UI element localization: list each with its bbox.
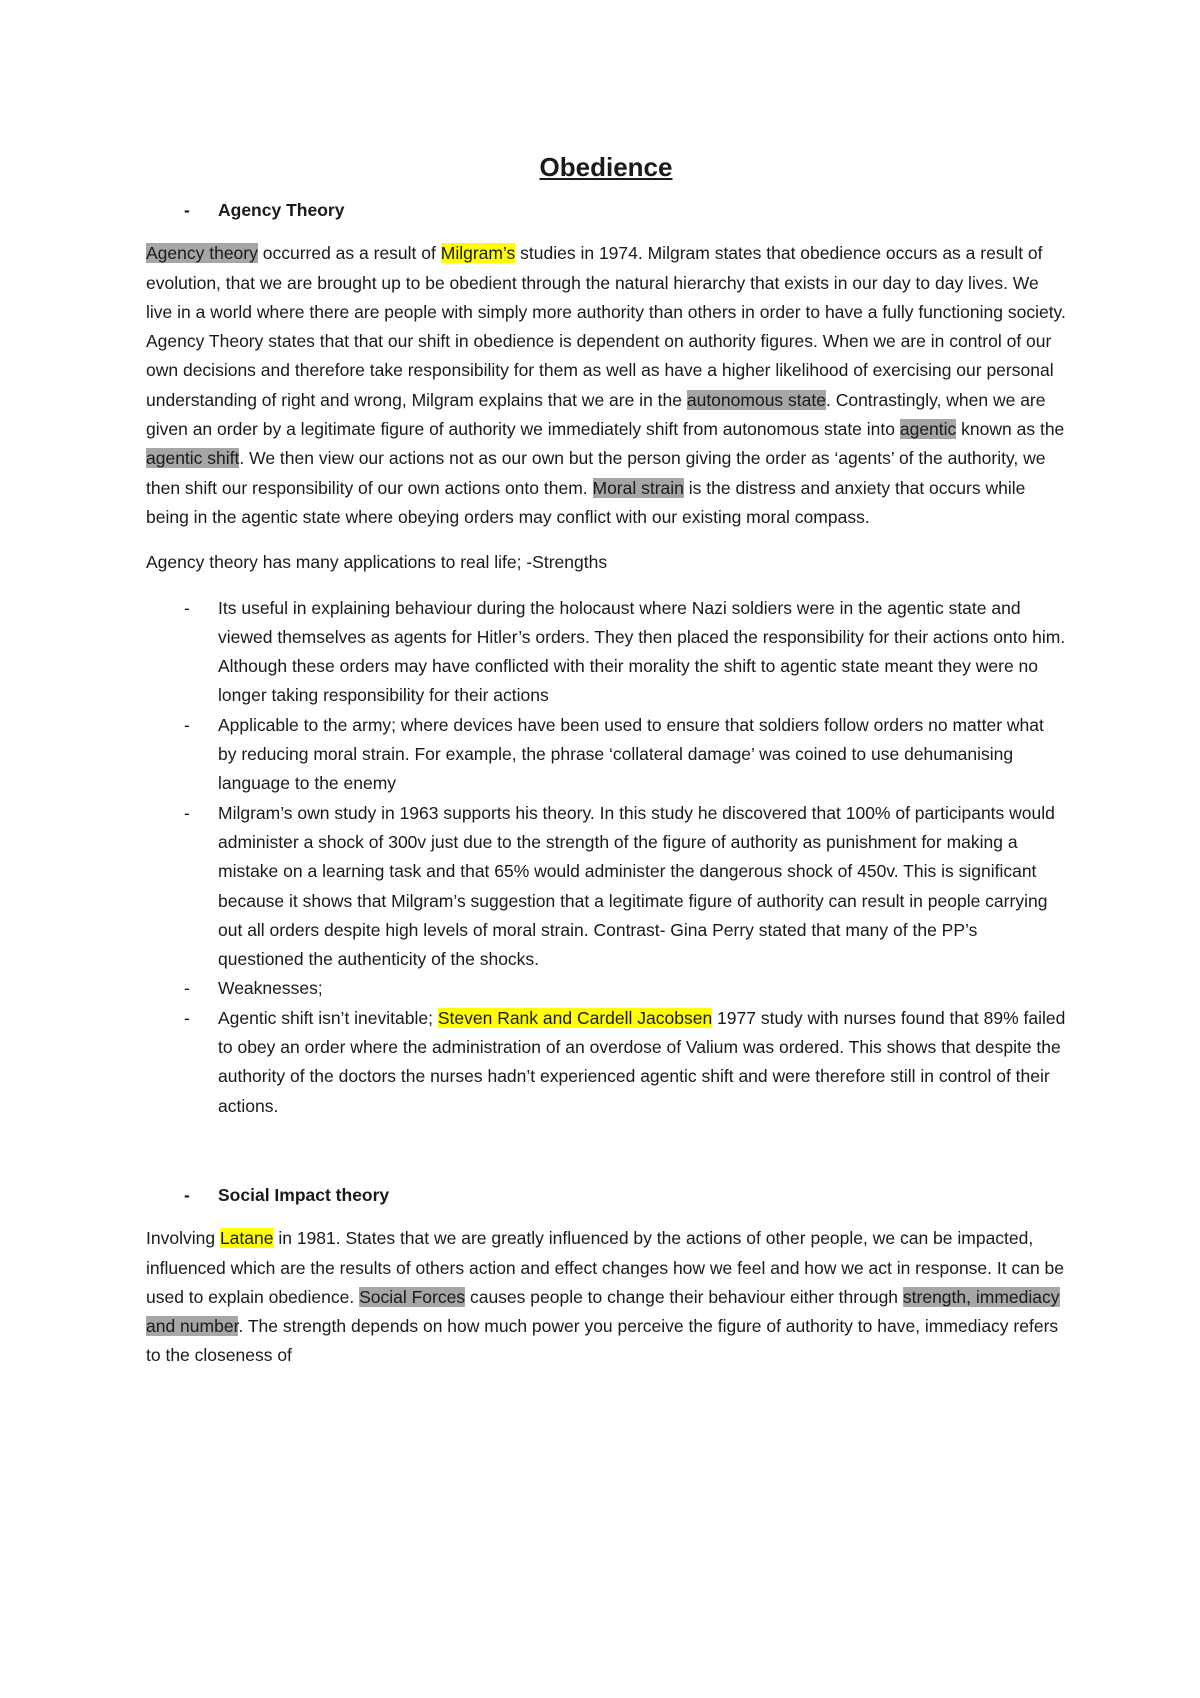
list-item-text: Weaknesses;: [218, 978, 323, 999]
text-run: . The strength depends on how much power you perceive the figure of authority to have, immediacy refers to the closeness of: [146, 1316, 1059, 1366]
highlight-agency-theory: Agency theory: [146, 243, 258, 264]
strengths-list: [146, 594, 1066, 1121]
text-run: causes people to change their behaviour either through: [465, 1286, 903, 1307]
highlight-social-forces: Social Forces: [359, 1286, 466, 1307]
list-item-text: Applicable to the army; where devices have been used to ensure that soldiers follow orders no matter what by reducing moral strain. For example, the phrase ‘collateral damage’ was coined to use dehumanising language to the enemy: [218, 714, 1044, 794]
heading-text: Social Impact theory: [218, 1184, 390, 1205]
text-run: is the distress and anxiety that occurs while being in the agentic state where obeying orders may conflict with our existing moral compass.: [146, 477, 1026, 527]
document-body: [146, 150, 1066, 1387]
bullet-dash: -: [184, 200, 190, 220]
highlight-moral-strain: Moral strain: [592, 477, 684, 498]
text-run: in 1981. States that we are greatly influenced by the actions of other people, we can be impacted, influenced which are the results of others action and effect changes how we feel and how we act in response. It can be used to explain obedience.: [146, 1228, 1065, 1307]
social-impact-paragraph: [146, 1224, 1066, 1370]
agency-theory-paragraph: [146, 239, 1066, 532]
highlight-autonomous-state: autonomous state: [686, 389, 826, 410]
list-item-text: [218, 1004, 1066, 1121]
list-item: [146, 594, 1066, 711]
highlight-agentic: agentic: [899, 419, 957, 440]
heading-text: Agency Theory: [218, 200, 345, 220]
highlight-rank-jacobsen: Steven Rank and Cardell Jacobsen: [437, 1007, 713, 1028]
bullet-dash: -: [184, 802, 190, 823]
text-run: occurred as a result of: [257, 243, 441, 264]
text-run: 1977 study with nurses found that 89% failed to obey an order where the administration of an overdose of Valium was ordered. This shows that despite the authority of the doctors the nurses hadn’t experienced agentic shift and were therefore still in control of their actions.: [218, 1007, 1066, 1116]
list-item: [146, 1004, 1066, 1121]
text-run: Agentic shift isn’t inevitable;: [218, 1007, 438, 1028]
bullet-dash: -: [184, 597, 190, 618]
text-run: Involving: [146, 1228, 220, 1249]
list-item: [146, 974, 1066, 1003]
highlight-milgram: Milgram’s: [440, 243, 516, 264]
bullet-dash: -: [184, 714, 190, 735]
highlight-latane: Latane: [219, 1228, 274, 1249]
list-item: [146, 799, 1066, 975]
section-heading-agency-theory: [146, 196, 1066, 225]
list-item: [146, 711, 1066, 799]
section-spacer: [146, 1121, 1066, 1181]
highlight-agentic-shift: agentic shift: [146, 448, 240, 469]
bullet-dash: -: [184, 1007, 190, 1028]
bullet-dash: -: [184, 1184, 190, 1205]
bullet-dash: -: [184, 978, 190, 999]
page-title: Obedience: [539, 152, 673, 182]
section-heading-social-impact: [146, 1181, 1066, 1210]
list-item-text: Its useful in explaining behaviour during the holocaust where Nazi soldiers were in the agentic state and viewed themselves as agents for Hitler’s orders. They then placed the responsibility for their actions onto him. Although these orders may have conflicted with their morality the shift to agentic state meant they were no longer taking responsibility for their actions: [218, 597, 1066, 706]
text-run: studies in 1974. Milgram states that obedience occurs as a result of evolution, that we are brought up to be obedient through the natural hierarchy that exists in our day to day lives. We live in a world where there are people with simply more authority than others in order to have a fully functioning society. Agency Theory states that that our shift in obedience is dependent on authority figures. When we are in control of our own decisions and therefore take responsibility for them as well as have a higher likelihood of exercising our personal understanding of right and wrong, Milgram explains that we are in the: [146, 243, 1066, 410]
list-item-text: Milgram’s own study in 1963 supports his theory. In this study he discovered that 100% of participants would administer a shock of 300v just due to the strength of the figure of authority as punishment for making a mistake on a learning task and that 65% would administer the dangerous shock of 450v. This is significant because it shows that Milgram’s suggestion that a legitimate figure of authority can result in people carrying out all orders despite high levels of moral strain. Contrast- Gina Perry stated that many of the PP’s questioned the authenticity of the shocks.: [218, 802, 1055, 970]
text-run: known as the: [956, 419, 1065, 440]
applications-paragraph: Agency theory has many applications to real life; -Strengths: [146, 552, 608, 573]
text-run: . Contrastingly, when we are given an order by a legitimate figure of authority we immediately shift from autonomous state into: [146, 389, 1046, 440]
text-run: . We then view our actions not as our own but the person giving the order as ‘agents’ of the authority, we then shift our responsibility of our own actions onto them.: [146, 448, 1046, 498]
highlight-strength-immediacy-number: strength, immediacy and number: [146, 1286, 1060, 1337]
